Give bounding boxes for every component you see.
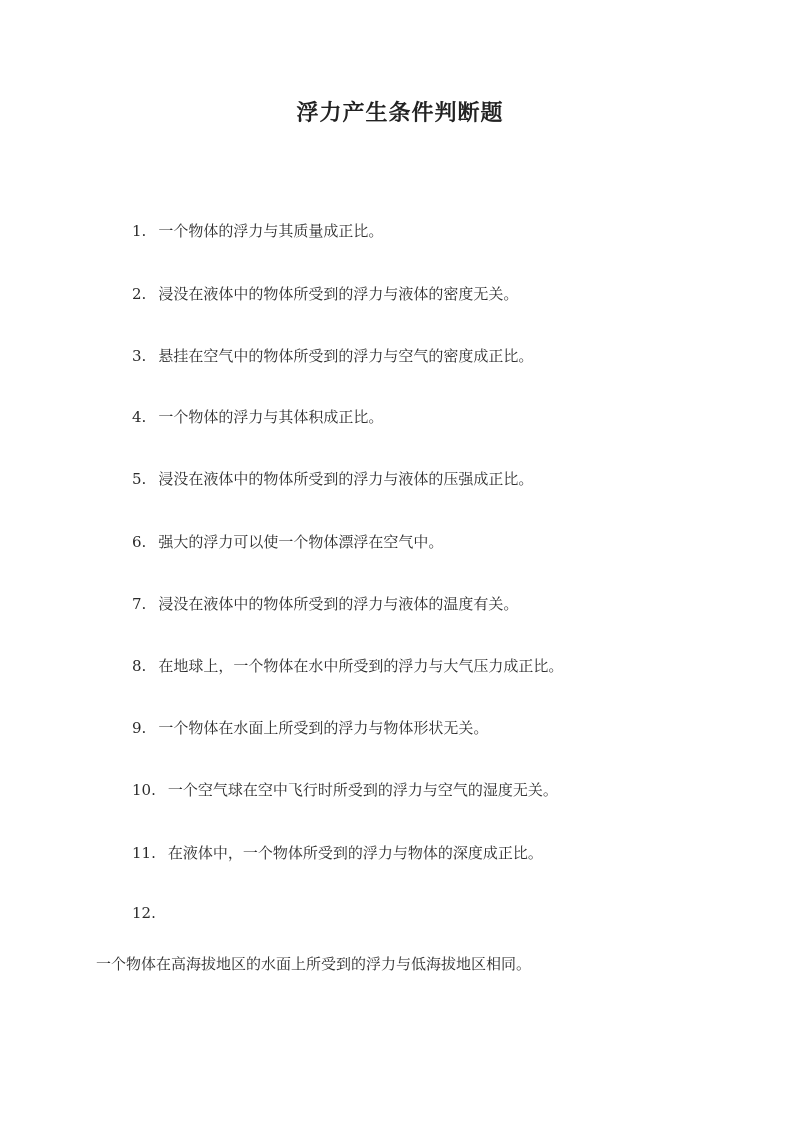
question-text: 在地球上，一个物体在水中所受到的浮力与大气压力成正比。 [158, 657, 564, 675]
question-text: 浸没在液体中的物体所受到的浮力与液体的密度无关。 [158, 285, 519, 303]
question-10 [132, 779, 558, 800]
question-number: 7. [132, 595, 147, 613]
question-number: 12. [132, 904, 156, 922]
question-7 [132, 593, 518, 614]
question-number: 3. [132, 347, 147, 365]
question-text: 浸没在液体中的物体所受到的浮力与液体的温度有关。 [158, 595, 519, 613]
question-3 [132, 345, 533, 366]
question-number: 2. [132, 285, 147, 303]
question-text: 悬挂在空气中的物体所受到的浮力与空气的密度成正比。 [158, 347, 534, 365]
question-1 [132, 220, 383, 241]
question-number: 9. [132, 719, 147, 737]
question-9 [132, 717, 488, 738]
question-text: 浸没在液体中的物体所受到的浮力与液体的压强成正比。 [158, 470, 534, 488]
question-text: 一个空气球在空中飞行时所受到的浮力与空气的湿度无关。 [167, 781, 558, 799]
question-number: 10. [132, 781, 156, 799]
question-text: 在液体中，一个物体所受到的浮力与物体的深度成正比。 [167, 844, 543, 862]
question-4 [132, 406, 383, 427]
question-number: 11. [132, 844, 156, 862]
question-8 [132, 655, 563, 676]
question-number: 5. [132, 470, 147, 488]
question-5 [132, 468, 533, 489]
question-12-text: 一个物体在高海拔地区的水面上所受到的浮力与低海拔地区相同。 [96, 955, 532, 973]
question-number: 8. [132, 657, 147, 675]
question-2 [132, 283, 518, 304]
question-number: 6. [132, 533, 147, 551]
question-text: 强大的浮力可以使一个物体漂浮在空气中。 [158, 533, 444, 551]
document-title: 浮力产生条件判断题 [296, 100, 504, 126]
question-6 [132, 531, 443, 552]
question-text: 一个物体在水面上所受到的浮力与物体形状无关。 [158, 719, 489, 737]
question-number: 4. [132, 408, 147, 426]
question-11 [132, 842, 543, 863]
question-12 [132, 904, 156, 922]
question-number: 1. [132, 222, 147, 240]
question-text: 一个物体的浮力与其质量成正比。 [158, 222, 384, 240]
question-text: 一个物体的浮力与其体积成正比。 [158, 408, 384, 426]
